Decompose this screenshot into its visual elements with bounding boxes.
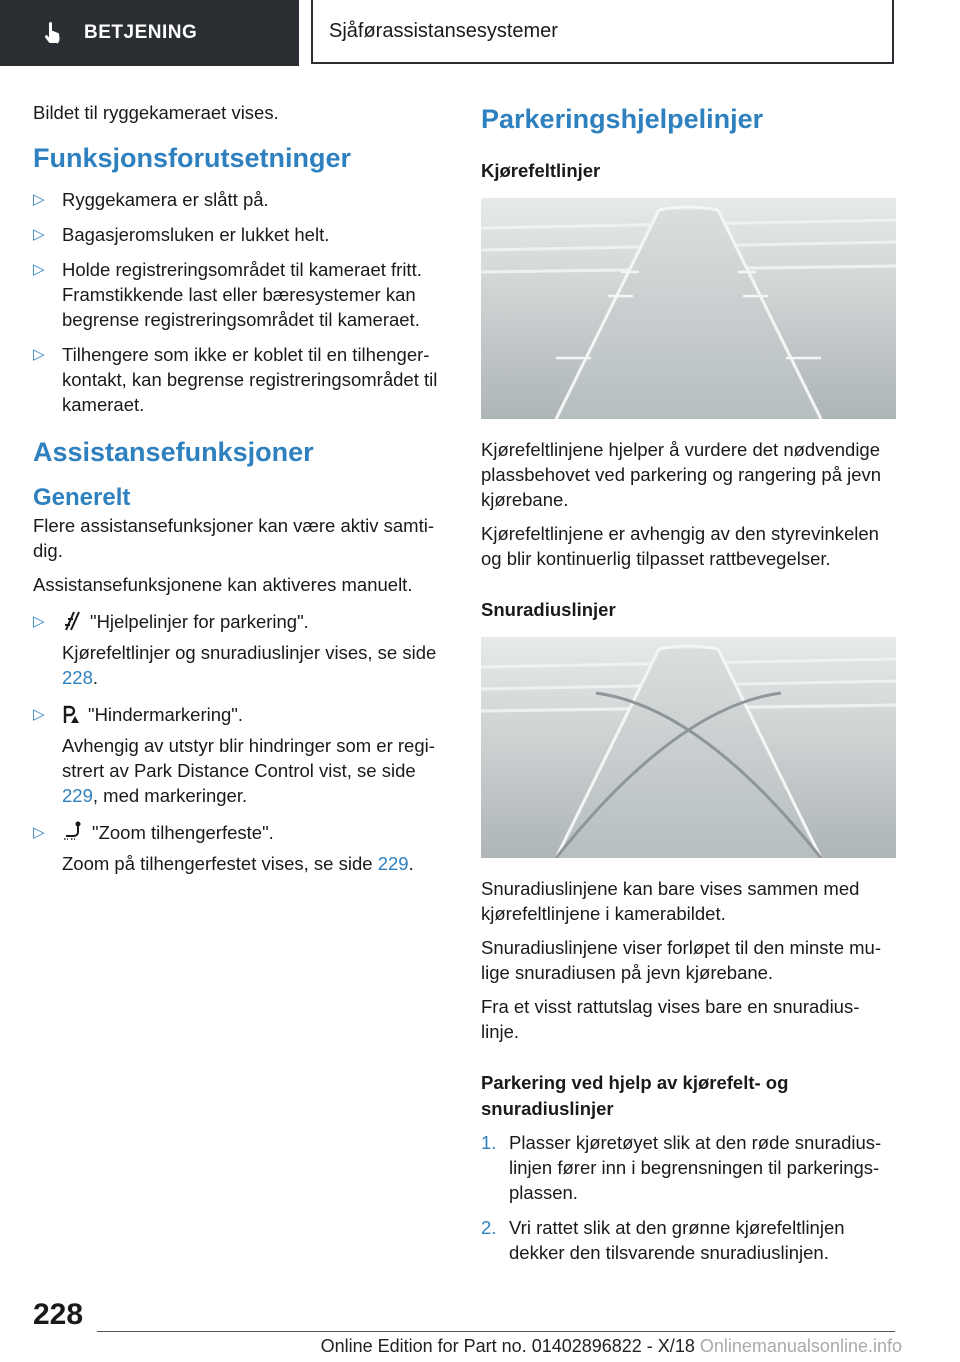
section-tab[interactable] bbox=[0, 0, 299, 66]
footer-divider bbox=[97, 1331, 895, 1332]
list-item-text: Tilhengere som ikke er koblet til en tilhenger‐kontakt, kan begrense registreringsområdet til kameraet. bbox=[62, 344, 438, 415]
list-item bbox=[33, 257, 448, 332]
section-tab-label: BETJENING bbox=[84, 22, 198, 43]
general-text-1: Flere assistansefunksjoner kan være aktiv samti‐dig. bbox=[33, 515, 434, 561]
heading-lane-lines: Kjørefeltlinjer bbox=[481, 160, 601, 181]
heading-general: Generelt bbox=[33, 484, 131, 511]
right-column bbox=[481, 100, 896, 1275]
step-item bbox=[481, 1130, 896, 1205]
step-text: Vri rattet slik at den grønne kjørefeltlinjen dekker den tilsvarende snuradiuslinjen. bbox=[509, 1217, 845, 1263]
function-label: "Hindermarkering". bbox=[88, 704, 244, 725]
prereq-list bbox=[33, 187, 448, 417]
heading-turning-radius: Snuradiuslinjer bbox=[481, 599, 616, 620]
triangle-bullet-icon: ▷ bbox=[33, 226, 45, 243]
function-item bbox=[33, 609, 448, 690]
intro-text: Bildet til ryggekameraet vises. bbox=[33, 102, 279, 123]
triangle-bullet-icon: ▷ bbox=[33, 191, 45, 208]
edition-text: Online Edition for Part no. 01402896822 - X/18 bbox=[320, 1336, 695, 1356]
lane-text-2: Kjørefeltlinjene er avhengig av den styrevinkelen og blir kontinuerlig tilpasset rattbevegelser. bbox=[481, 523, 879, 569]
obstacle-marking-icon[interactable] bbox=[62, 704, 80, 724]
step-number: 1. bbox=[481, 1132, 497, 1153]
footer-edition bbox=[321, 1336, 902, 1357]
step-number: 2. bbox=[481, 1217, 497, 1238]
left-column bbox=[33, 100, 448, 886]
turn-text-3: Fra et visst rattutslag vises bare en snuradius‐linje. bbox=[481, 996, 860, 1042]
triangle-bullet-icon: ▷ bbox=[33, 613, 45, 630]
triangle-bullet-icon: ▷ bbox=[33, 824, 45, 841]
page-link[interactable]: 228 bbox=[62, 667, 93, 688]
watermark-text: Onlinemanualsonline.info bbox=[699, 1336, 902, 1356]
hand-pointer-icon bbox=[40, 21, 64, 45]
function-desc-end: , med markeringer. bbox=[92, 785, 248, 806]
list-item-text: Holde registreringsområdet til kameraet fritt. Framstikkende last eller bæresystemer kan begrense registreringsområdet til kameraet. bbox=[62, 259, 422, 330]
turn-text-2: Snuradiuslinjene viser forløpet til den minste mu‐lige snuradiusen på jevn kjørebane. bbox=[481, 937, 881, 983]
chapter-tab[interactable] bbox=[311, 0, 894, 64]
list-item-text: Ryggekamera er slått på. bbox=[62, 189, 269, 210]
function-label: "Hjelpelinjer for parkering". bbox=[90, 611, 309, 632]
function-item bbox=[33, 820, 448, 876]
list-item bbox=[33, 222, 448, 247]
function-description bbox=[62, 640, 448, 690]
page-link[interactable]: 229 bbox=[62, 785, 93, 806]
function-desc-text: Zoom på tilhengerfestet vises, se side bbox=[62, 853, 378, 874]
triangle-bullet-icon: ▷ bbox=[33, 261, 45, 278]
list-item bbox=[33, 187, 448, 212]
turning-radius-illustration bbox=[481, 637, 896, 858]
function-desc-end: . bbox=[92, 667, 99, 688]
function-desc-end: . bbox=[408, 853, 414, 874]
heading-assist-functions: Assistansefunksjoner bbox=[33, 437, 314, 467]
step-text: Plasser kjøretøyet slik at den røde snuradius‐linjen fører inn i begrensningen til parkerings‐plassen. bbox=[509, 1132, 882, 1203]
list-item bbox=[33, 342, 448, 417]
function-label: "Zoom tilhengerfeste". bbox=[92, 822, 274, 843]
heading-parking-with-lines: Parkering ved hjelp av kjørefelt- og snuradiuslinjer bbox=[481, 1072, 789, 1119]
page-number: 228 bbox=[33, 1298, 84, 1331]
turn-text-1: Snuradiuslinjene kan bare vises sammen med kjørefeltlinjene i kamerabildet. bbox=[481, 878, 860, 924]
list-item-text: Bagasjeromsluken er lukket helt. bbox=[62, 224, 330, 245]
page-link[interactable]: 229 bbox=[377, 853, 409, 874]
lane-lines-illustration bbox=[481, 198, 896, 419]
step-item bbox=[481, 1215, 896, 1265]
function-desc-text: Kjørefeltlinjer og snuradiuslinjer vises, se side bbox=[62, 642, 437, 663]
function-list bbox=[33, 609, 448, 876]
heading-parking-lines: Parkeringshjelpelinjer bbox=[481, 104, 764, 134]
general-text-2: Assistansefunksjonene kan aktiveres manuelt. bbox=[33, 574, 413, 595]
function-desc-text: Avhengig av utstyr blir hindringer som er regi‐strert av Park Distance Control vist, se side bbox=[62, 735, 435, 781]
trailer-hitch-zoom-icon[interactable] bbox=[62, 820, 84, 842]
parking-lines-icon[interactable] bbox=[62, 611, 82, 631]
function-item bbox=[33, 702, 448, 808]
lane-text-1: Kjørefeltlinjene hjelper å vurdere det nødvendige plassbehovet ved parkering og rangering på jevn kjørebane. bbox=[481, 439, 882, 510]
function-description bbox=[62, 851, 448, 876]
triangle-bullet-icon: ▷ bbox=[33, 706, 45, 723]
chapter-tab-label: Sjåførassistansesystemer bbox=[329, 19, 558, 42]
triangle-bullet-icon: ▷ bbox=[33, 346, 45, 363]
heading-prerequisites: Funksjonsforutsetninger bbox=[33, 143, 352, 173]
steps-list bbox=[481, 1130, 896, 1265]
function-description bbox=[62, 733, 448, 808]
